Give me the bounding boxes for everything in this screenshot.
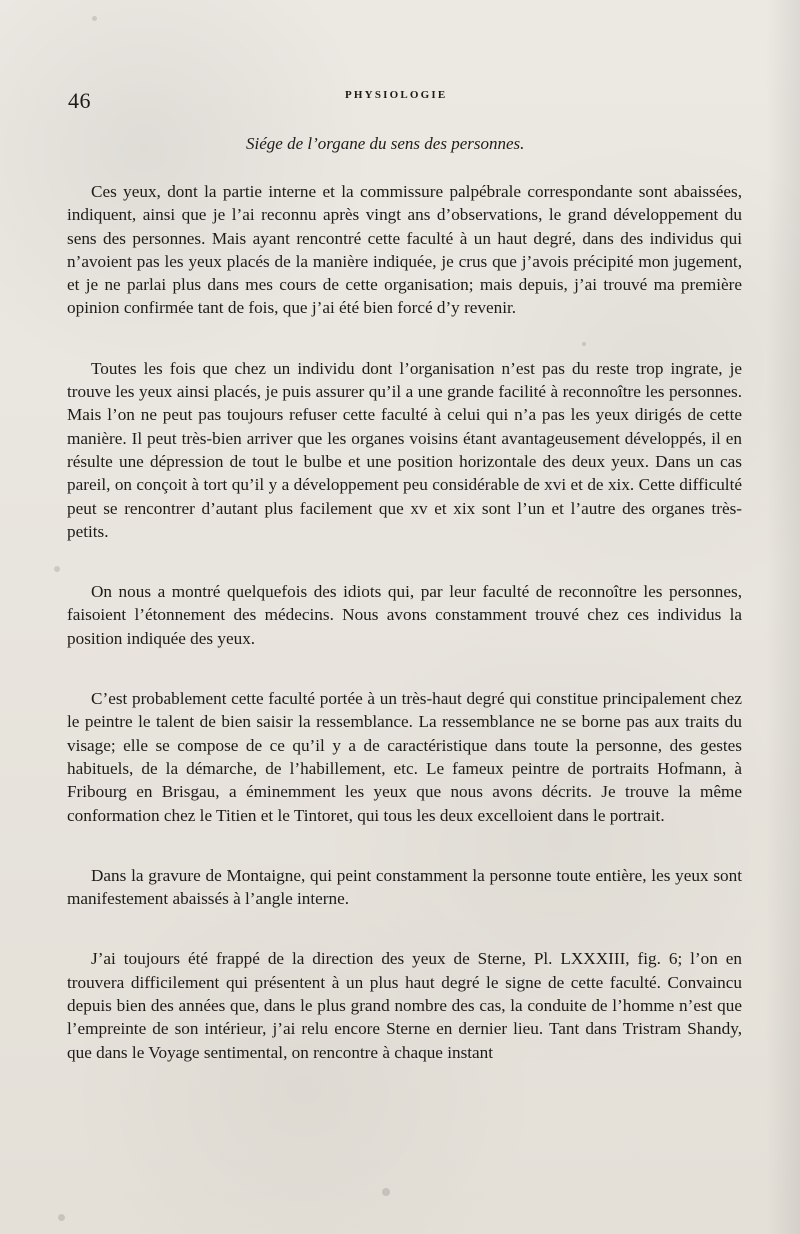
page-number: 46	[68, 88, 91, 113]
paragraph-1: Ces yeux, dont la partie interne et la commissure palpébrale correspondante sont abaissées, indiquent, ainsi que je l’ai reconnu après vingt ans d’observations, le grand développement du sens des personnes. Mais ayant rencontré cette faculté à un haut degré, dans des individus qui n’avoient pas les yeux placés de la manière indiquée, je crus que j’avois précipité mon jugement, et je ne parlai plus dans mes cours de cette organisation; mais depuis, j’ai trouvé ma première opinion confirmée tant de fois, que j’ai été bien forcé d’y revenir.	[67, 182, 742, 318]
running-head: PHYSIOLOGIE	[345, 89, 448, 101]
page-edge-shadow	[766, 0, 800, 1234]
scan-speck	[92, 16, 97, 21]
paragraph-3: On nous a montré quelquefois des idiots qui, par leur faculté de reconnoître les personnes, faisoient l’étonnement des médecins. Nous avons constamment trouvé chez ces individus la position indiquée des yeux.	[67, 582, 742, 648]
paragraph-6: J’ai toujours été frappé de la direction des yeux de Sterne, Pl. LXXXIII, fig. 6; l’on en trouvera difficilement qui présentent à un plus haut degré le signe de cette faculté. Convaincu depuis bien des années que, dans le plus grand nombre des cas, la conduite de l’homme n’est que l’empreinte de son intérieur, j’ai relu encore Sterne en dernier lieu. Tant dans Tristram Shandy, que dans le Voyage sentimental, on rencontre à chaque instant	[67, 949, 742, 1062]
section-title: Siége de l’organe du sens des personnes.	[246, 134, 525, 153]
scan-speck	[382, 1188, 390, 1196]
paragraph-4: C’est probablement cette faculté portée à un très-haut degré qui constitue principalement chez le peintre le talent de bien saisir la ressemblance. La ressemblance ne se borne pas aux traits du visage; elle se compose de ce qu’il y a de caractéristique dans toute la personne, des gestes habituels, de la démarche, de l’habillement, etc. Le fameux peintre de portraits Hofmann, à Fribourg en Brisgau, a éminemment les yeux que nous avons décrits. Je trouve la même conformation chez le Titien et le Tintoret, qui tous les deux excelloient dans le portrait.	[67, 689, 742, 825]
paragraph-2: Toutes les fois que chez un individu dont l’organisation n’est pas du reste trop ingrate, je trouve les yeux ainsi placés, je puis assurer qu’il a une grande facilité à reconnoître les personnes. Mais l’on ne peut pas toujours refuser cette faculté à celui qui n’a pas les yeux dirigés de cette manière. Il peut très-bien arriver que les organes voisins étant avantageusement développés, il en résulte une dépression de tout le bulbe et une position horizontale des deux yeux. Dans un cas pareil, on conçoit à tort qu’il y a développement peu considérable de xvi et de xix. Cette difficulté peut se rencontrer d’autant plus facilement que xv et xix sont l’un et l’autre des organes très-petits.	[67, 358, 742, 541]
paragraph-5: Dans la gravure de Montaigne, qui peint constamment la personne toute entière, les yeux sont manifestement abaissés à l’angle interne.	[67, 865, 742, 909]
page-header	[60, 80, 740, 113]
body-text	[67, 180, 742, 1064]
scan-speck	[54, 566, 60, 572]
scan-speck	[58, 1214, 65, 1221]
scan-speck	[582, 342, 586, 346]
